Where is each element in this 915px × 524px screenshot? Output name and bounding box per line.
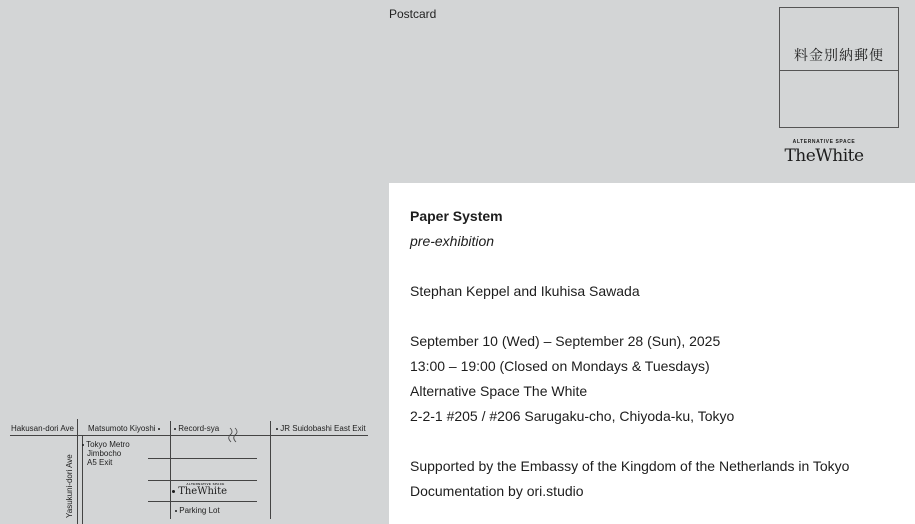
map-logo-subtitle: ALTERNATIVE SPACE — [186, 482, 225, 486]
exhibition-title: Paper System — [410, 208, 503, 224]
map-label-jr: JR Suidobashi East Exit — [276, 424, 366, 433]
spacer — [410, 254, 915, 279]
map-line — [270, 421, 271, 519]
exhibition-dates: September 10 (Wed) – September 28 (Sun), 2025 — [410, 333, 721, 349]
map-line — [148, 458, 257, 459]
support-credit: Supported by the Embassy of the Kingdom of the Netherlands in Tokyo — [410, 458, 850, 474]
documentation-credit: Documentation by ori.studio — [410, 483, 584, 499]
exhibition-subtitle: pre-exhibition — [410, 233, 495, 249]
map-line — [148, 480, 257, 481]
map-the-white-logo — [172, 482, 227, 497]
map-label-record: Record-sya — [174, 424, 219, 433]
stamp-divider — [780, 70, 898, 71]
map-line — [170, 421, 171, 519]
stamp-box — [779, 7, 899, 128]
venue-address: 2-2-1 #205 / #206 Sarugaku-cho, Chiyoda-ku, Tokyo — [410, 408, 735, 424]
map-line — [77, 419, 78, 524]
map-label-yasukuni: Yasukuni-dori Ave — [65, 454, 74, 518]
the-white-logo — [779, 139, 869, 166]
map-label-metro: Tokyo Metro Jimbocho A5 Exit — [82, 440, 130, 467]
access-map — [0, 415, 380, 524]
map-label-matsumoto: Matsumoto Kiyoshi — [88, 424, 160, 433]
spacer — [410, 429, 915, 454]
map-label-parking: Parking Lot — [175, 506, 220, 515]
exhibition-info-panel — [389, 183, 915, 524]
spacer — [410, 304, 915, 329]
opening-hours: 13:00 – 19:00 (Closed on Mondays & Tuesdays) — [410, 358, 710, 374]
stamp-text: 料金別納郵便 — [794, 48, 884, 64]
map-logo-title: TheWhite — [172, 486, 227, 497]
logo-title: TheWhite — [784, 146, 864, 166]
postcard-label: Postcard — [389, 7, 437, 21]
logo-subtitle: ALTERNATIVE SPACE — [792, 139, 856, 145]
artists: Stephan Keppel and Ikuhisa Sawada — [410, 283, 640, 299]
venue-name: Alternative Space The White — [410, 383, 588, 399]
map-label-hakusan: Hakusan-dori Ave — [11, 424, 74, 433]
map-line — [148, 501, 257, 502]
map-street-main — [10, 435, 368, 436]
rail-crossing-icon — [228, 427, 240, 443]
